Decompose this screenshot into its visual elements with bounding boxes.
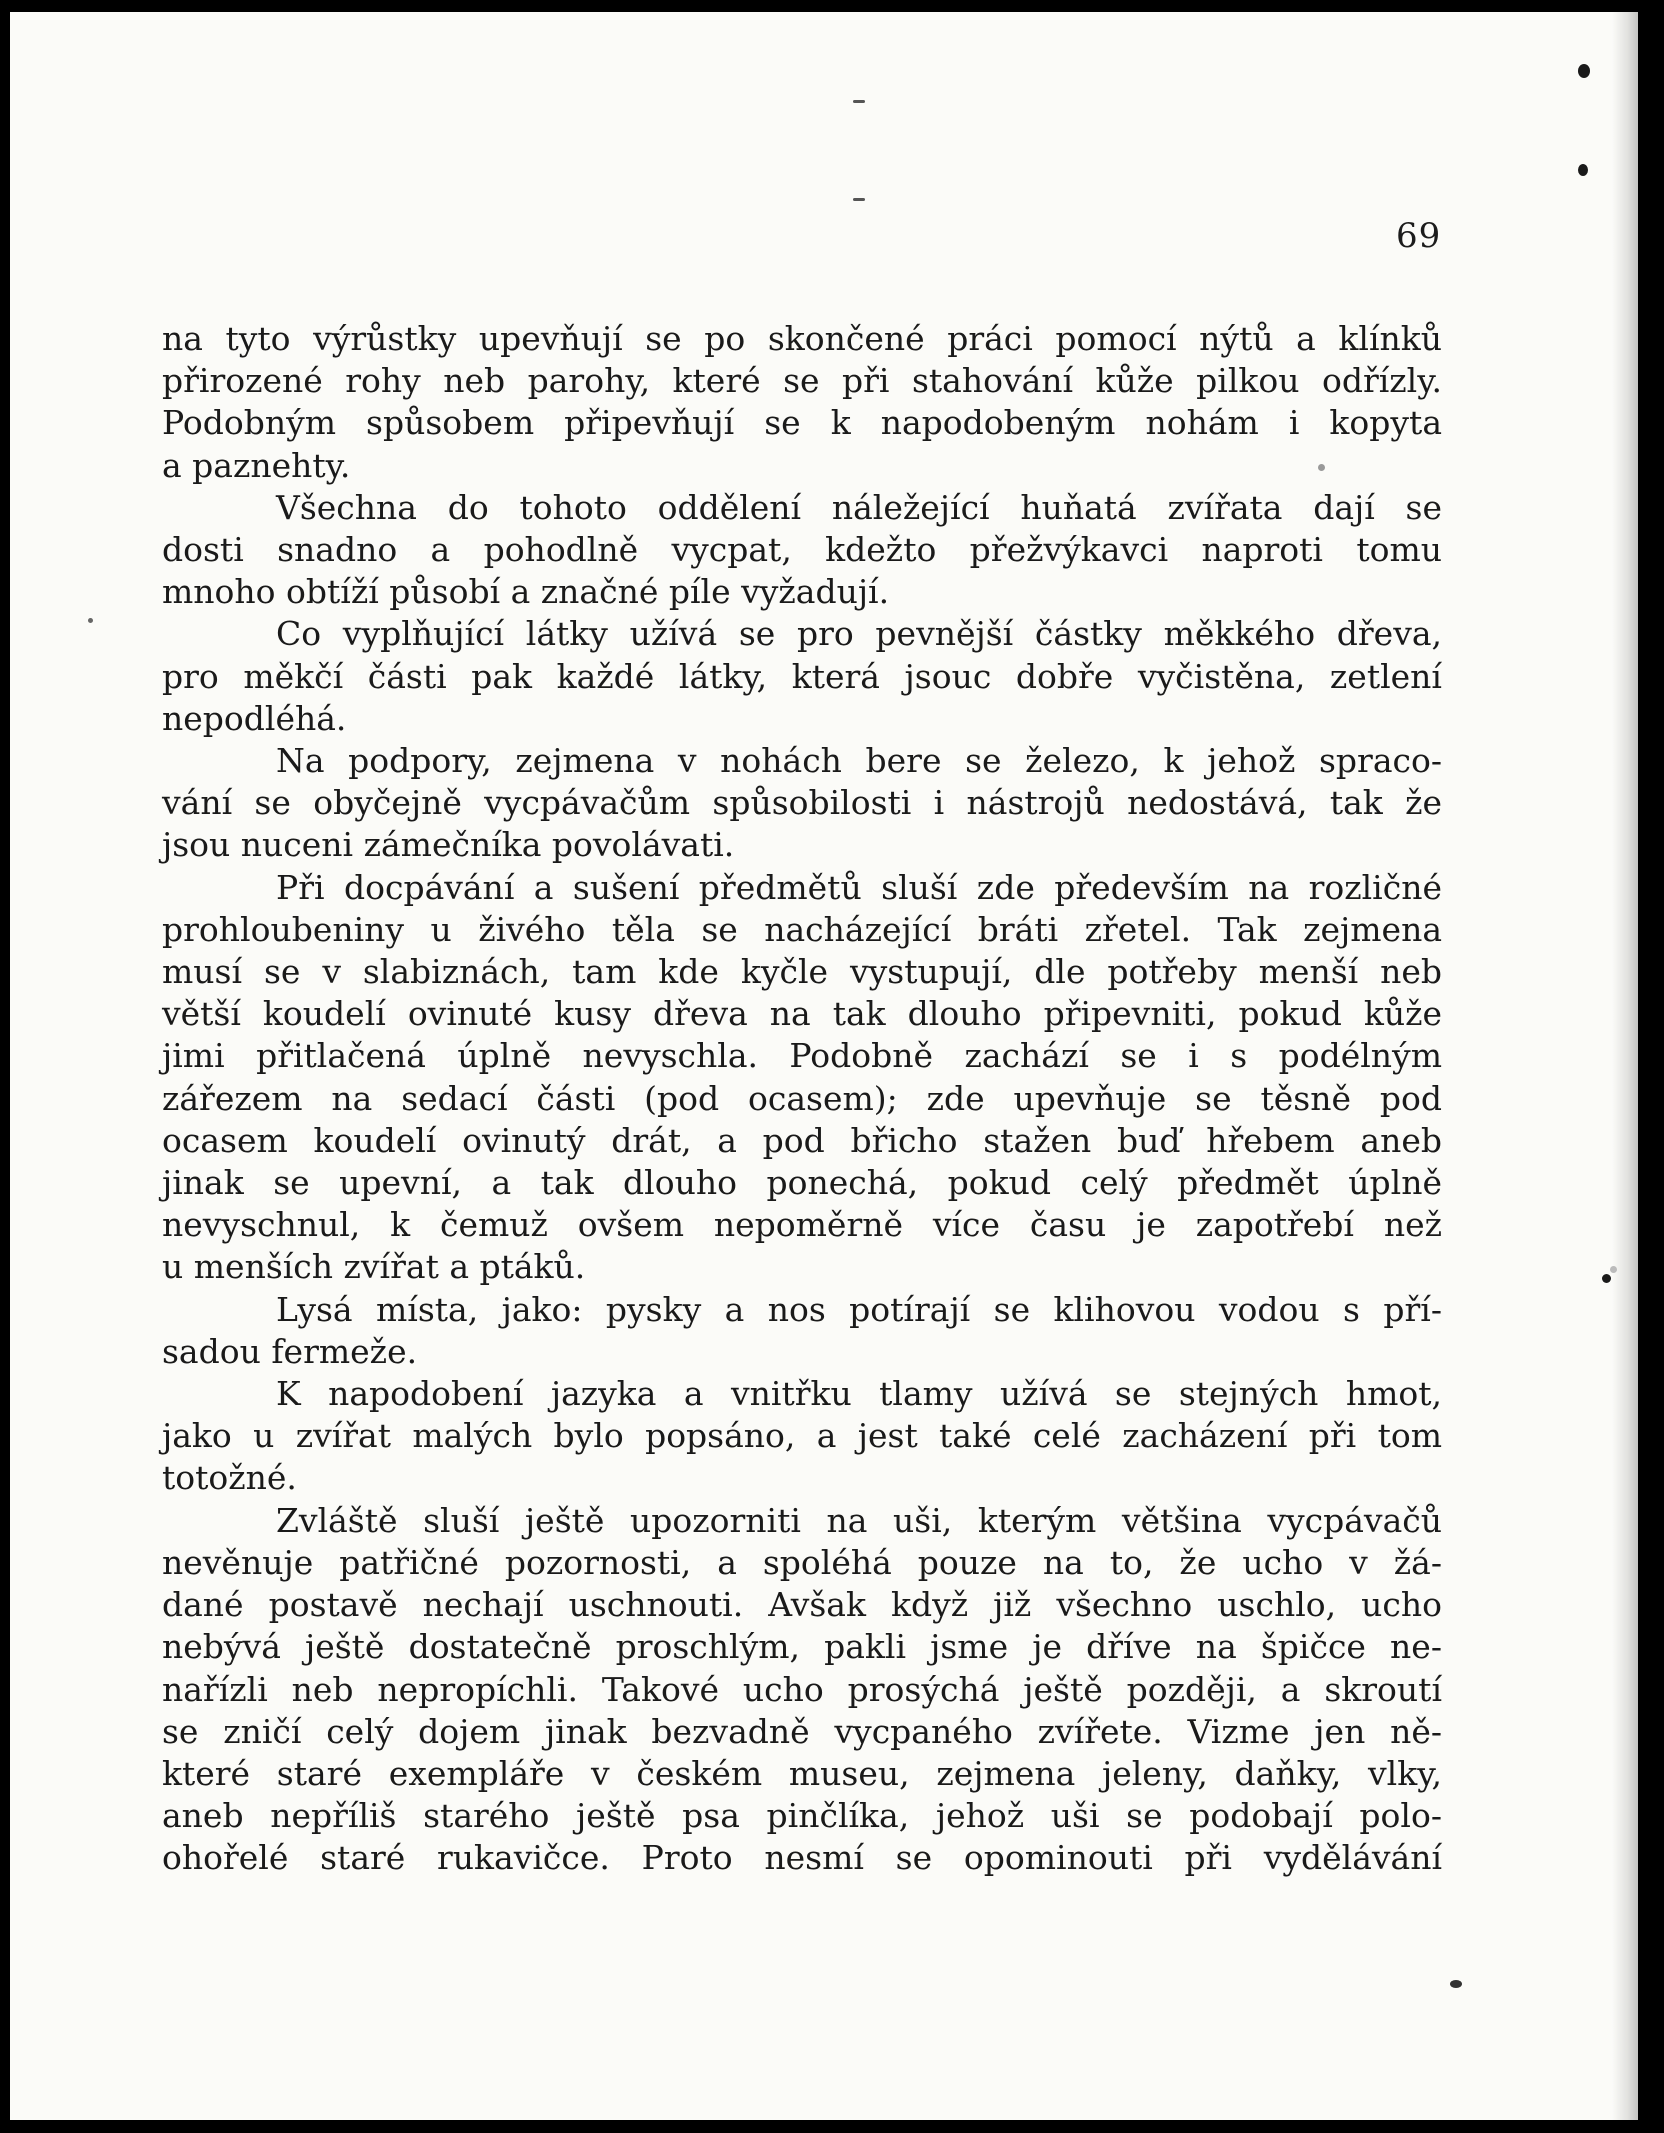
scan-speck xyxy=(1602,1274,1611,1283)
text-line: musí se v slabiznách, tam kde kyčle vystupují, dle potřeby menší neb xyxy=(162,952,1442,992)
text-line: nebývá ještě dostatečně proschlým, pakli jsme je dříve na špičce ne- xyxy=(162,1627,1442,1667)
text-line: dané postavě nechají uschnouti. Avšak když již všechno uschlo, ucho xyxy=(162,1585,1442,1625)
paragraph xyxy=(162,740,1442,867)
text-line: zářezem na sedací části (pod ocasem); zde upevňuje se těsně pod xyxy=(162,1078,1442,1118)
text-line: přirozené rohy neb parohy, které se při stahování kůže pilkou odřízly. xyxy=(162,361,1442,401)
scan-speck xyxy=(1578,64,1590,78)
text-line: dosti snadno a pohodlně vycpat, kdežto přežvýkavci naproti tomu xyxy=(162,530,1442,570)
text-line: vání se obyčejně vycpávačům spůsobilosti i nástrojů nedostává, tak že xyxy=(162,783,1442,823)
text-line: aneb nepříliš starého ještě psa pinčlíka, jehož uši se podobají polo- xyxy=(162,1796,1442,1836)
text-line: větší koudelí ovinuté kusy dřeva na tak dlouho připevniti, pokud kůže xyxy=(162,994,1442,1034)
text-line: jimi přitlačená úplně nevyschla. Podobně zachází se i s podélným xyxy=(162,1036,1442,1076)
text-line: Všechna do tohoto oddělení náležející huňatá zvířata dají se xyxy=(276,487,1442,527)
text-line: nařízli neb nepropíchli. Takové ucho prosýchá ještě později, a skroutí xyxy=(162,1669,1442,1709)
text-line: ohořelé staré rukavičce. Proto nesmí se opominouti při vydělávání xyxy=(162,1838,1442,1878)
text-line: prohloubeniny u živého těla se nacházející bráti zřetel. Tak zejmena xyxy=(162,909,1442,949)
paragraph xyxy=(162,318,1442,487)
text-line: ocasem koudelí ovinutý drát, a pod břicho stažen buď hřebem aneb xyxy=(162,1120,1442,1160)
page-number: 69 xyxy=(1396,216,1442,256)
body-text xyxy=(162,318,1442,1880)
text-line: nevěnuje patřičné pozornosti, a spoléhá pouze na to, že ucho v žá- xyxy=(162,1542,1442,1582)
text-line: jako u zvířat malých bylo popsáno, a jest také celé zacházení při tom xyxy=(162,1416,1442,1456)
paragraph xyxy=(162,1500,1442,1880)
scan-speck xyxy=(1610,1266,1617,1273)
text-line: nepodléhá. xyxy=(162,698,347,738)
text-line: Zvláště sluší ještě upozorniti na uši, kterým většina vycpávačů xyxy=(276,1500,1442,1540)
paragraph xyxy=(162,1373,1442,1500)
text-line: se zničí celý dojem jinak bezvadně vycpaného zvířete. Vizme jen ně- xyxy=(162,1711,1442,1751)
paragraph xyxy=(162,1289,1442,1373)
paragraph xyxy=(162,613,1442,740)
text-line: u menších zvířat a ptáků. xyxy=(162,1247,586,1287)
page-spine-shadow xyxy=(1612,12,1638,2120)
text-line: Co vyplňující látky užívá se pro pevnější částky měkkého dřeva, xyxy=(276,614,1442,654)
text-line: mnoho obtíží působí a značné píle vyžadují. xyxy=(162,572,890,612)
scan-speck xyxy=(853,100,865,103)
paragraph xyxy=(162,487,1442,614)
text-line: jsou nuceni zámečníka povolávati. xyxy=(162,825,735,865)
text-line: K napodobení jazyka a vnitřku tlamy užívá se stejných hmot, xyxy=(276,1374,1442,1414)
scan-speck xyxy=(853,198,865,201)
paragraph xyxy=(162,867,1442,1289)
text-line: na tyto výrůstky upevňují se po skončené práci pomocí nýtů a klínků xyxy=(162,319,1442,358)
text-line: totožné. xyxy=(162,1458,297,1498)
text-line: Na podpory, zejmena v nohách bere se železo, k jehož spraco- xyxy=(276,741,1442,781)
scan-speck xyxy=(1450,1980,1462,1988)
text-line: které staré exempláře v českém museu, zejmena jeleny, daňky, vlky, xyxy=(162,1753,1442,1793)
book-page xyxy=(10,12,1638,2120)
text-line: jinak se upevní, a tak dlouho ponechá, pokud celý předmět úplně xyxy=(162,1163,1442,1203)
text-line: Podobným spůsobem připevňují se k napodobeným nohám i kopyta xyxy=(162,403,1442,443)
text-line: nevyschnul, k čemuž ovšem nepoměrně více času je zapotřebí než xyxy=(162,1205,1442,1245)
text-line: Lysá místa, jako: pysky a nos potírají se klihovou vodou s pří- xyxy=(276,1289,1442,1329)
text-line: sadou fermeže. xyxy=(162,1331,418,1371)
text-line: pro měkčí části pak každé látky, která jsouc dobře vyčistěna, zetlení xyxy=(162,656,1442,696)
text-line: Při docpávání a sušení předmětů sluší zde především na rozličné xyxy=(276,867,1442,907)
scan-speck xyxy=(88,618,93,623)
scan-speck xyxy=(1578,164,1588,176)
text-line: a paznehty. xyxy=(162,445,351,485)
